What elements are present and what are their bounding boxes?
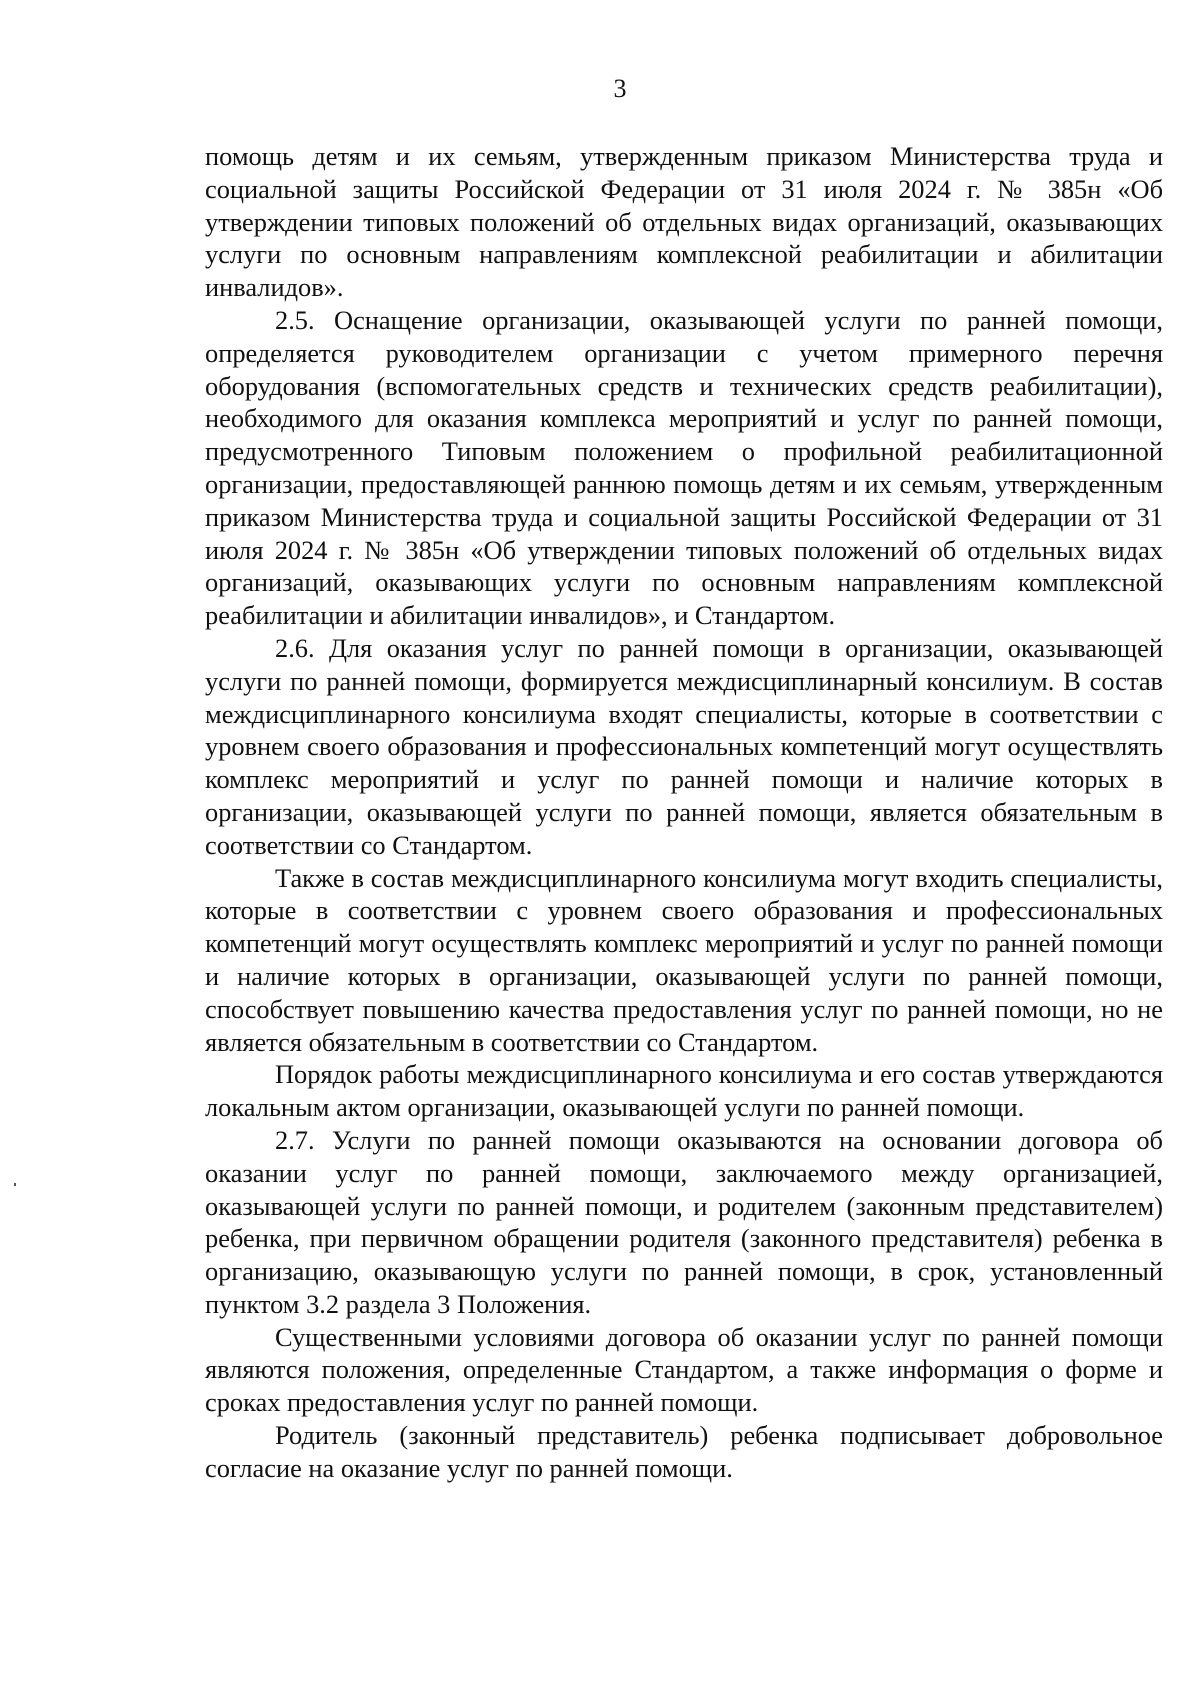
paragraph-2-7-essential-terms: Существенными условиями договора об оказании услуг по ранней помощи являются положения, определенные Стандартом, а также информация о форме и сроках предоставления услуг по ранней помощи. (205, 1321, 1163, 1418)
paragraph-2-7: 2.7. Услуги по ранней помощи оказываются на основании договора об оказании услуг по ранней помощи, заключаемого между организацией, оказывающей услуги по ранней помощи, и родителем (законным представителем) ребенка, при первичном обращении родителя (законного представителя) ребенка в организацию, оказывающую услуги по ранней помощи, в срок, установленный пунктом 3.2 раздела 3 Положения. (205, 1124, 1163, 1319)
paragraph-2-6-procedure: Порядок работы междисциплинарного консилиума и его состав утверждаются локальным актом организации, оказывающей услуги по ранней помощи. (205, 1059, 1163, 1123)
document-body (205, 140, 1163, 1485)
scan-artifact-dot (14, 1183, 16, 1186)
paragraph-2-5: 2.5. Оснащение организации, оказывающей услуги по ранней помощи, определяется руководителем организации с учетом примерного перечня оборудования (вспомогательных средств и технических средств реабилитации), необходимого для оказания комплекса мероприятий и услуг по ранней помощи, предусмотренного Типовым положением о профильной реабилитационной организации, предоставляющей раннюю помощь детям и их семьям, утвержденным приказом Министерства труда и социальной защиты Российской Федерации от 31 июля 2024 г. № 385н «Об утверждении типовых положений об отдельных видах организаций, оказывающих услуги по основным направлениям комплексной реабилитации и абилитации инвалидов», и Стандартом. (205, 304, 1163, 631)
paragraph-continuation: помощь детям и их семьям, утвержденным приказом Министерства труда и социальной защиты Российской Федерации от 31 июля 2024 г. № 385н «Об утверждении типовых положений об отдельных видах организаций, оказывающих услуги по основным направлениям комплексной реабилитации и абилитации инвалидов». (205, 141, 1163, 303)
paragraph-2-6: 2.6. Для оказания услуг по ранней помощи в организации, оказывающей услуги по ранней помощи, формируется междисциплинарный консилиум. В состав междисциплинарного консилиума входят специалисты, которые в соответствии с уровнем своего образования и профессиональных компетенций могут осуществлять комплекс мероприятий и услуг по ранней помощи и наличие которых в организации, оказывающей услуги по ранней помощи, является обязательным в соответствии со Стандартом. (205, 632, 1163, 860)
paragraph-2-7-consent: Родитель (законный представитель) ребенка подписывает добровольное согласие на оказание услуг по ранней помощи. (205, 1420, 1163, 1483)
page-number: 3 (613, 74, 627, 103)
paragraph-2-6-additional-specialists: Также в состав междисциплинарного консилиума могут входить специалисты, которые в соответствии с уровнем своего образования и профессиональных компетенций могут осуществлять комплекс мероприятий и услуг по ранней помощи и наличие которых в организации, оказывающей услуги по ранней помощи, способствует повышению качества предоставления услуг по ранней помощи, но не является обязательным в соответствии со Стандартом. (205, 862, 1163, 1057)
